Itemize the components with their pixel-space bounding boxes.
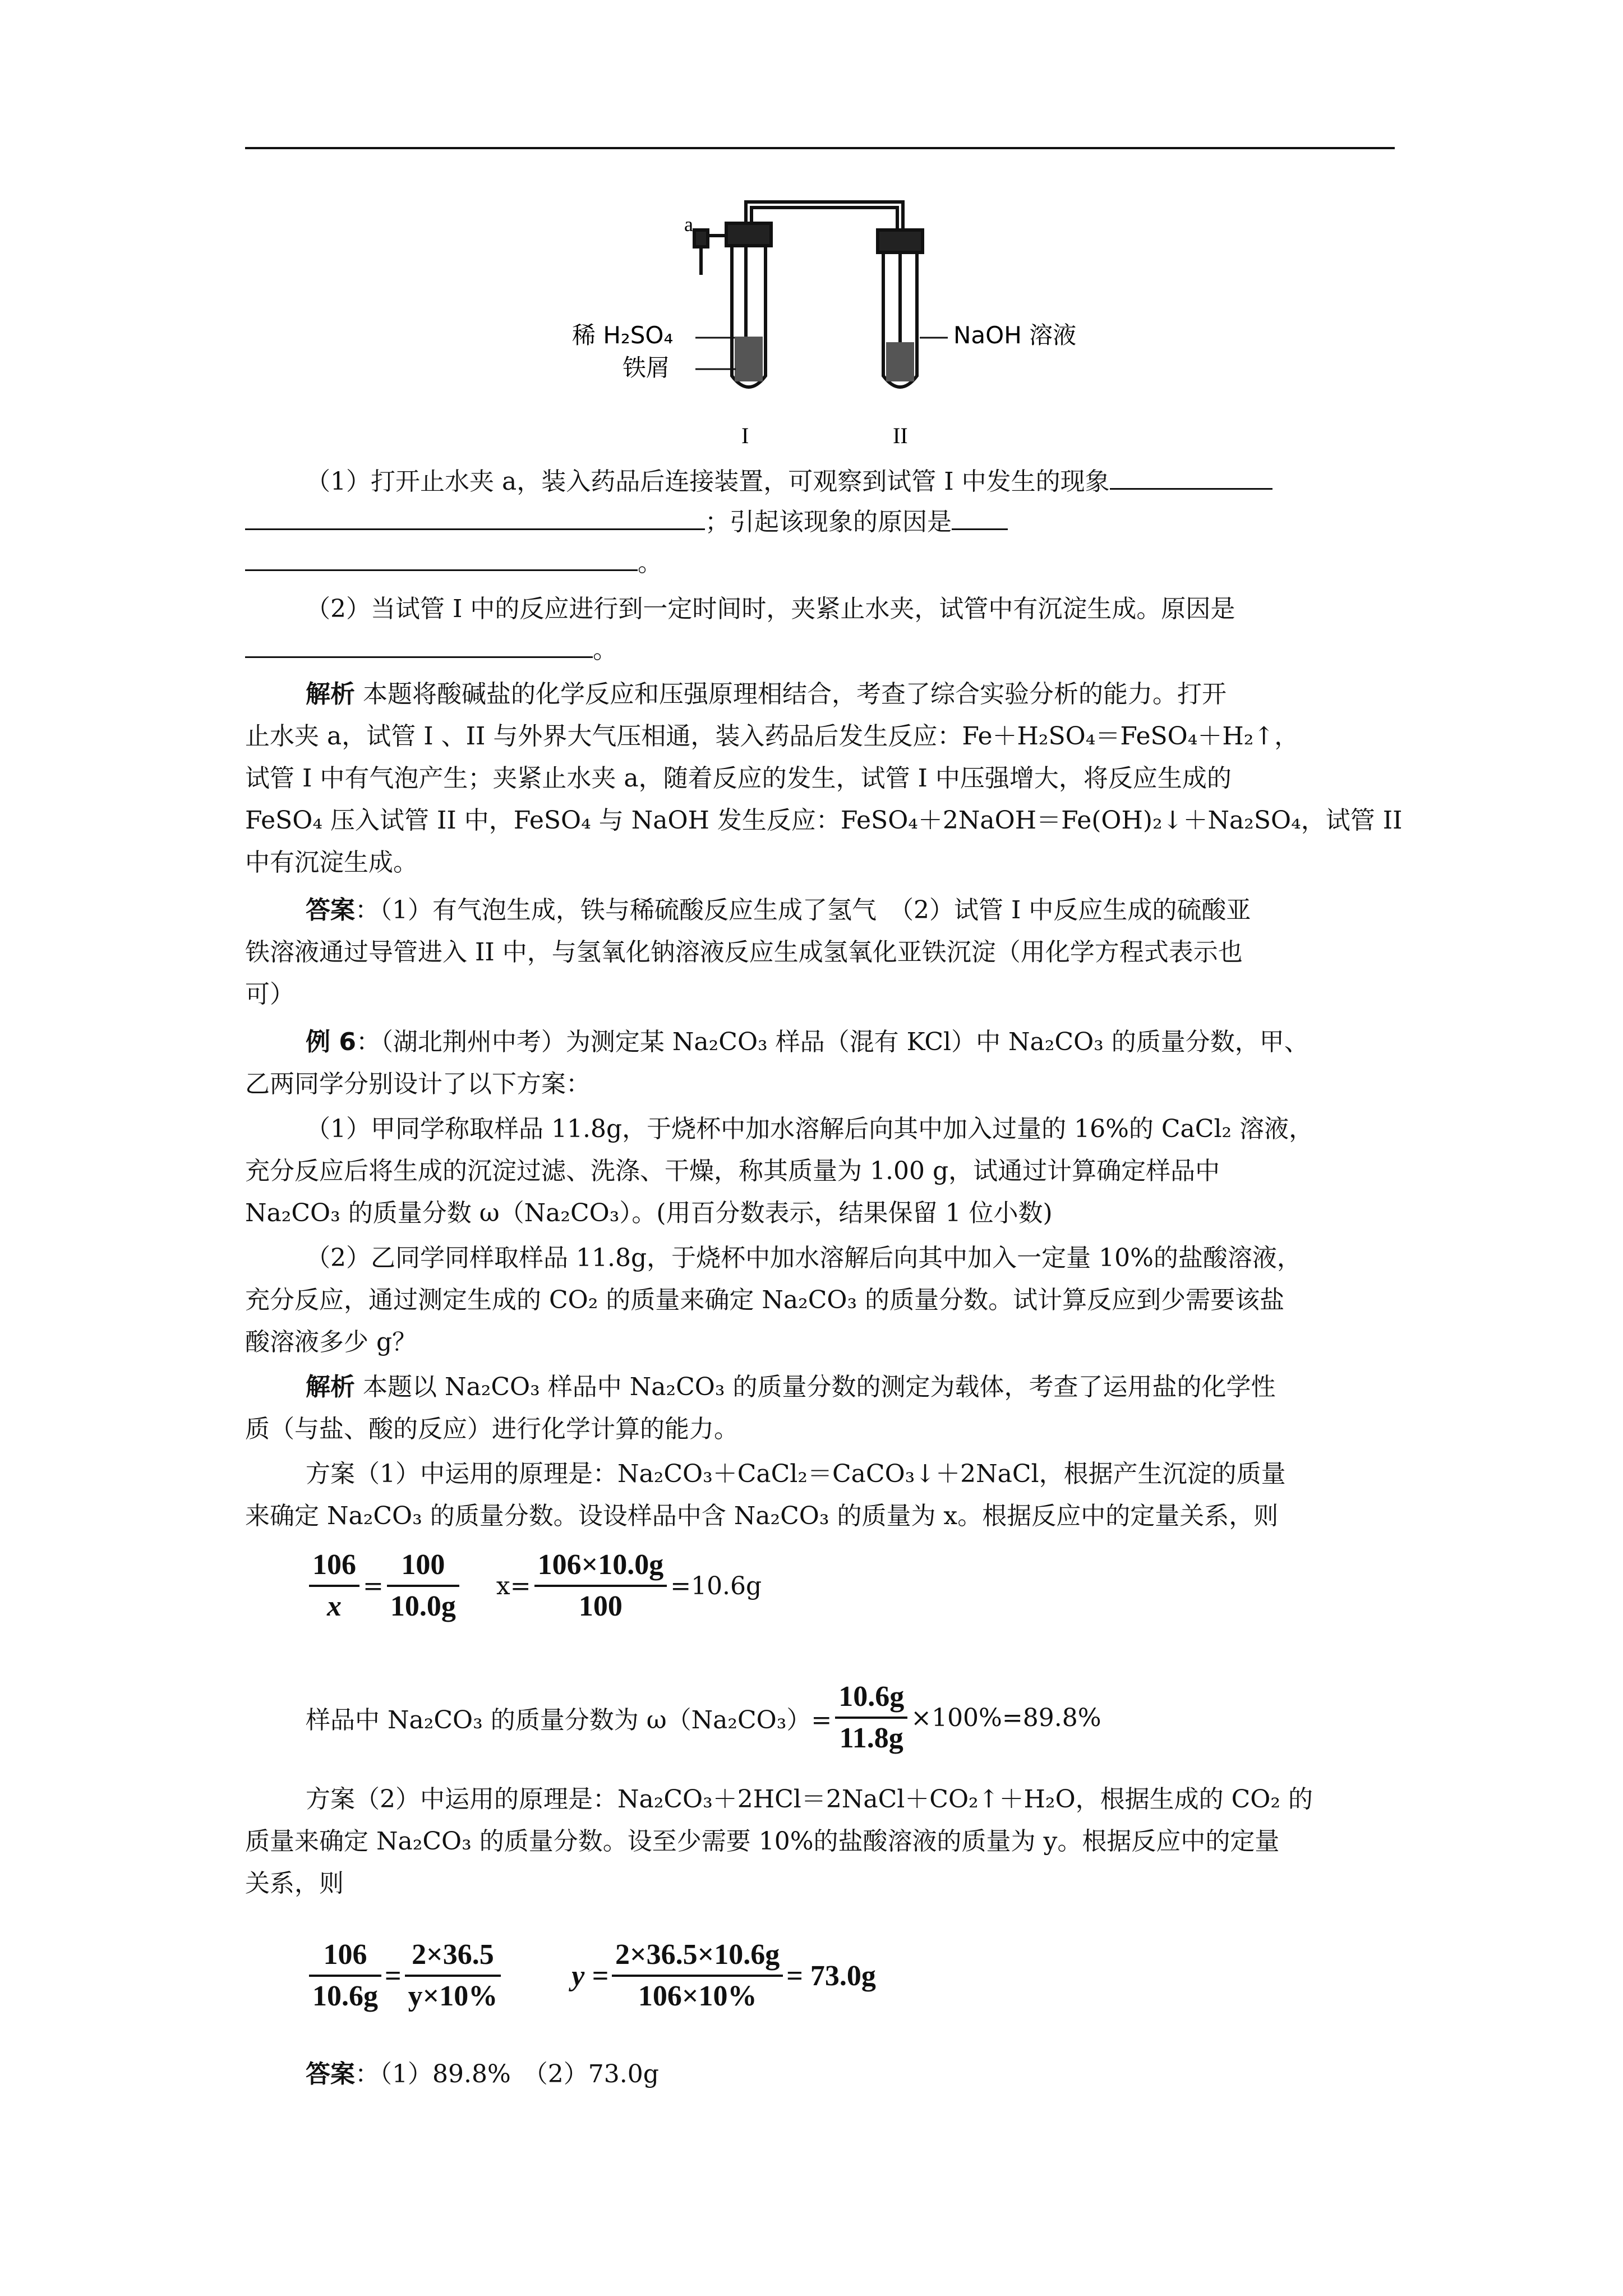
answer1-line-2: 铁溶液通过导管进入 II 中，与氢氧化钠溶液反应生成氢氧化亚铁沉淀（用化学方程式表示也 [245, 938, 1243, 967]
analysis1-label: 解析 [306, 680, 355, 708]
eq3-fraction-2: $\frac{2\times 36.5}{y\times 10\%}$ [405, 1935, 501, 2016]
analysis2-line-1: 解析 本题以 Na₂CO₃ 样品中 Na₂CO₃ 的质量分数的测定为载体，考查了运用盐的化学性 [306, 1373, 1276, 1401]
example6-p2-line-3: 酸溶液多少 g？ [245, 1328, 417, 1356]
analysis2-label: 解析 [306, 1373, 355, 1401]
label-acid: 稀 H₂SO₄ [572, 321, 674, 349]
analysis2-scheme1-line-1: 方案（1）中运用的原理是：Na₂CO₃＋CaCl₂＝CaCO₃↓＋2NaCl，根据产生沉淀的质量 [306, 1460, 1286, 1488]
answer1-label: 答案 [306, 896, 355, 924]
q1-blank-1 [1110, 466, 1272, 490]
analysis1-line-3: 试管 I 中有气泡产生；夹紧止水夹 a，随着反应的发生，试管 I 中压强增大，将反应生成的 [245, 764, 1232, 793]
example6-p2-line-1: （2）乙同学同样取样品 11.8g，于烧杯中加水溶解后向其中加入一定量 10%的盐酸溶液， [306, 1244, 1302, 1272]
equation-3: $\frac{106}{10.6g}$ = $\frac{2\times 36.5}{y\times 10\%}$ y = $\frac{2\times 36.5\times 10.6g}{106\times 10\%}$ = 73.0g [306, 1935, 876, 2016]
equation-2: 样品中 Na₂CO₃ 的质量分数为 ω（Na₂CO₃）= $\frac{10.6g}{11.8g}$ ×100%=89.8% [306, 1677, 1101, 1758]
eq1-fraction-3: $\frac{106\times 10.0g}{100}$ [534, 1545, 667, 1626]
answer1-line-3: 可） [245, 980, 294, 1009]
scheme2-line-1: 方案（2）中运用的原理是：Na₂CO₃＋2HCl＝2NaCl＋CO₂↑＋H₂O，根据生成的 CO₂ 的 [306, 1785, 1313, 1814]
example6-p2-line-2: 充分反应，通过测定生成的 CO₂ 的质量来确定 Na₂CO₃ 的质量分数。试计算反应到少需要该盐 [245, 1286, 1285, 1314]
label-naoh: NaOH 溶液 [953, 321, 1077, 349]
q1-blank-4 [245, 547, 638, 571]
analysis2-line-2: 质（与盐、酸的反应）进行化学计算的能力。 [245, 1415, 739, 1443]
label-iron: 铁屑 [623, 354, 670, 381]
apparatus-figure [572, 191, 1077, 454]
header-rule [245, 147, 1395, 149]
q1-line-1: （1）打开止水夹 a，装入药品后连接装置，可观察到试管 I 中发生的现象 [306, 466, 1272, 498]
q1-blank-3 [952, 506, 1008, 530]
q2-line-1: （2）当试管 I 中的反应进行到一定时间时，夹紧止水夹，试管中有沉淀生成。原因是 [306, 595, 1235, 623]
eq2-fraction: $\frac{10.6g}{11.8g}$ [835, 1677, 907, 1758]
answer1-line-1: 答案：（1）有气泡生成，铁与稀硫酸反应生成了氢气 （2）试管 I 中反应生成的硫酸亚 [306, 896, 1251, 924]
scheme2-line-2: 质量来确定 Na₂CO₃ 的质量分数。设至少需要 10%的盐酸溶液的质量为 y。根据反应中的定量 [245, 1827, 1280, 1856]
example6-label: 例 6 [306, 1028, 356, 1056]
q1-line-2: ；引起该现象的原因是 [245, 506, 1008, 538]
example6-p1-line-2: 充分反应后将生成的沉淀过滤、洗涤、干燥，称其质量为 1.00 g，试通过计算确定样品中 [245, 1157, 1220, 1185]
equation-1: $\frac{106}{x}$ = $\frac{100}{10.0g}$ x= $\frac{106\times 10.0g}{100}$ =10.6g [306, 1545, 762, 1626]
example6-p1-line-1: （1）甲同学称取样品 11.8g，于烧杯中加水溶解后向其中加入过量的 16%的 CaCl₂ 溶液， [306, 1115, 1314, 1143]
example6-line-1: 例 6：（湖北荆州中考）为测定某 Na₂CO₃ 样品（混有 KCl）中 Na₂CO₃ 的质量分数，甲、 [306, 1028, 1309, 1056]
q1-line-3: 。 [245, 547, 662, 579]
analysis1-line-4: FeSO₄ 压入试管 II 中，FeSO₄ 与 NaOH 发生反应：FeSO₄＋2NaOH＝Fe(OH)₂↓＋Na₂SO₄，试管 II [245, 806, 1403, 835]
eq3-fraction-3: $\frac{2\times 36.5\times 10.6g}{106\times 10\%}$ [612, 1935, 783, 2016]
q2-line-2: 。 [245, 634, 617, 666]
example6-p1-line-3: Na₂CO₃ 的质量分数 ω（Na₂CO₃）。(用百分数表示，结果保留 1 位小数) [245, 1199, 1053, 1227]
label-tube-1: I [741, 423, 749, 448]
answer2-line: 答案：（1）89.8% （2）73.0g [306, 2060, 659, 2088]
answer2-label: 答案 [306, 2060, 355, 2088]
analysis2-scheme1-line-2: 来确定 Na₂CO₃ 的质量分数。设设样品中含 Na₂CO₃ 的质量为 x。根据反应中的定量关系，则 [245, 1502, 1279, 1530]
eq3-fraction-1: $\frac{106}{10.6g}$ [309, 1935, 381, 2016]
eq1-fraction-1: $\frac{106}{x}$ [309, 1545, 359, 1626]
analysis1-line-1: 解析 本题将酸碱盐的化学反应和压强原理相结合，考查了综合实验分析的能力。打开 [306, 680, 1227, 708]
eq1-fraction-2: $\frac{100}{10.0g}$ [387, 1545, 459, 1626]
q2-blank [245, 634, 593, 658]
analysis1-line-5: 中有沉淀生成。 [245, 848, 418, 877]
scheme2-line-3: 关系，则 [245, 1869, 344, 1898]
label-tube-2: II [893, 423, 908, 448]
example6-line-2: 乙两同学分别设计了以下方案： [245, 1070, 591, 1098]
label-a: a [684, 213, 693, 236]
analysis1-line-2: 止水夹 a，试管 I 、II 与外界大气压相通，装入药品后发生反应：Fe＋H₂SO₄＝FeSO₄＋H₂↑， [245, 722, 1299, 751]
q1-blank-2 [245, 506, 705, 530]
